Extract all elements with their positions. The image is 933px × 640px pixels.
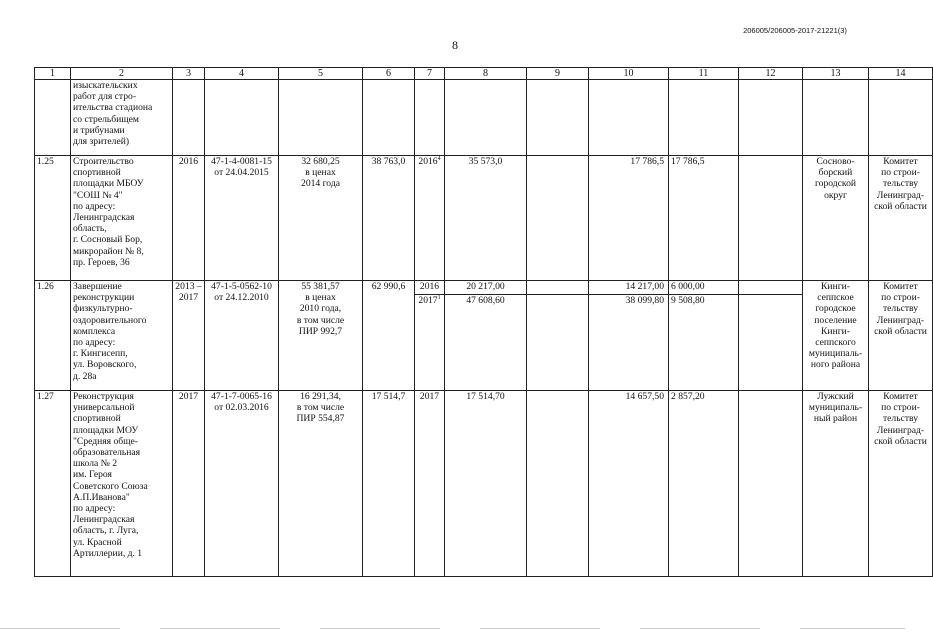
amount-cell [739, 391, 803, 577]
object-name: Строительство спортивной площадки МБОУ "СОШ № 4" по адресу: Ленинградская область, г. Сосновый Бор, микрорайон № 8, пр. Героев, 36 [71, 156, 173, 281]
amount-cell: 9 508,80 [669, 295, 739, 391]
amount-cell [527, 156, 589, 281]
amount-cell: 38 099,80 [589, 295, 669, 391]
empty-cell [803, 80, 869, 156]
empty-cell [527, 80, 589, 156]
row-number: 1.27 [35, 391, 71, 577]
row-number: 1.25 [35, 156, 71, 281]
continuation-text: изыскательских работ для стро- ительства стадиона со стрельбищем и трибунами для зрителей) [71, 80, 173, 156]
page-number: 8 [452, 38, 458, 52]
empty-cell [35, 80, 71, 156]
column-header: 6 [363, 68, 415, 80]
customer: Комитет по строи- тельству Ленинград- ской области [869, 391, 933, 577]
column-header: 8 [445, 68, 527, 80]
financing-year-cell [415, 295, 445, 391]
total-amount: 17 514,70 [445, 391, 527, 577]
amount-cell [527, 391, 589, 577]
document-id: 206005/206005-2017-21221(3) [743, 26, 847, 35]
amount-cell: 17 786,5 [589, 156, 669, 281]
empty-cell [415, 80, 445, 156]
municipality: Лужский муниципаль- ный район [803, 391, 869, 577]
municipality: Кинги- сеппское городское поселение Кинги- сеппского муниципаль- ного района [803, 281, 869, 391]
column-header: 2 [71, 68, 173, 80]
column-header: 1 [35, 68, 71, 80]
column-header: 14 [869, 68, 933, 80]
footnote-mark: 4 [437, 155, 441, 162]
object-name: Завершение реконструкции физкультурно- оздоровительного комплекса по адресу: г. Кингисепп, ул. Воровского, д. 28а [71, 281, 173, 391]
amount-cell [527, 281, 589, 295]
column-number-row [35, 68, 933, 80]
amount-cell [739, 295, 803, 391]
column-header: 3 [173, 68, 205, 80]
column-header: 10 [589, 68, 669, 80]
empty-cell [363, 80, 415, 156]
construction-period: 2013 – 2017 [173, 281, 205, 391]
current-cost: 38 763,0 [363, 156, 415, 281]
object-name: Реконструкция универсальной спортивной площадки МОУ "Средняя обще- образовательная школа № 2 им. Героя Советского Союза А.П.Иванова" по адресу: Ленинградская область, г. Луга, ул. Красной Артиллерии, д. 1 [71, 391, 173, 577]
amount-cell: 2 857,20 [669, 391, 739, 577]
estimated-cost: 32 680,25 в ценах 2014 года [279, 156, 363, 281]
column-header: 4 [205, 68, 279, 80]
expertise-conclusion: 47-1-4-0081-15 от 24.04.2015 [205, 156, 279, 281]
total-amount: 20 217,00 [445, 281, 527, 295]
financing-year-cell [415, 391, 445, 577]
amount-cell: 17 786,5 [669, 156, 739, 281]
financing-year: 2016 [415, 281, 445, 295]
footnote-mark: 1 [437, 294, 441, 301]
financing-year: 2016 [418, 156, 438, 167]
column-header: 5 [279, 68, 363, 80]
row-number: 1.26 [35, 281, 71, 391]
continuation-row [35, 80, 933, 156]
current-cost: 17 514,7 [363, 391, 415, 577]
column-header: 9 [527, 68, 589, 80]
amount-cell [527, 295, 589, 391]
empty-cell [205, 80, 279, 156]
expertise-conclusion: 47-1-7-0065-16 от 02.03.2016 [205, 391, 279, 577]
table-row [35, 281, 933, 295]
table-row [35, 391, 933, 577]
amount-cell [739, 156, 803, 281]
estimated-cost: 55 381,57 в ценах 2010 года, в том числе ПИР 992,7 [279, 281, 363, 391]
column-header: 11 [669, 68, 739, 80]
current-cost: 62 990,6 [363, 281, 415, 391]
customer: Комитет по строи- тельству Ленинград- ской области [869, 281, 933, 391]
objects-table [34, 67, 933, 577]
empty-cell [589, 80, 669, 156]
construction-period: 2017 [173, 391, 205, 577]
municipality: Сосново- борский городской округ [803, 156, 869, 281]
column-header: 13 [803, 68, 869, 80]
total-amount: 47 608,60 [445, 295, 527, 391]
table-row [35, 156, 933, 281]
amount-cell: 14 217,00 [589, 281, 669, 295]
empty-cell [869, 80, 933, 156]
financing-year: 2017 [418, 295, 438, 306]
financing-year: 2017 [419, 391, 440, 402]
column-header: 7 [415, 68, 445, 80]
construction-period: 2016 [173, 156, 205, 281]
total-amount: 35 573,0 [445, 156, 527, 281]
amount-cell [739, 281, 803, 295]
empty-cell [445, 80, 527, 156]
amount-cell: 6 000,00 [669, 281, 739, 295]
expertise-conclusion: 47-1-5-0562-10 от 24.12.2010 [205, 281, 279, 391]
estimated-cost: 16 291,34, в том числе ПИР 554,87 [279, 391, 363, 577]
empty-cell [173, 80, 205, 156]
empty-cell [739, 80, 803, 156]
empty-cell [279, 80, 363, 156]
column-header: 12 [739, 68, 803, 80]
amount-cell: 14 657,50 [589, 391, 669, 577]
scan-edge-artifact [0, 628, 905, 629]
customer: Комитет по строи- тельству Ленинград- ской области [869, 156, 933, 281]
empty-cell [669, 80, 739, 156]
financing-year-cell [415, 156, 445, 281]
